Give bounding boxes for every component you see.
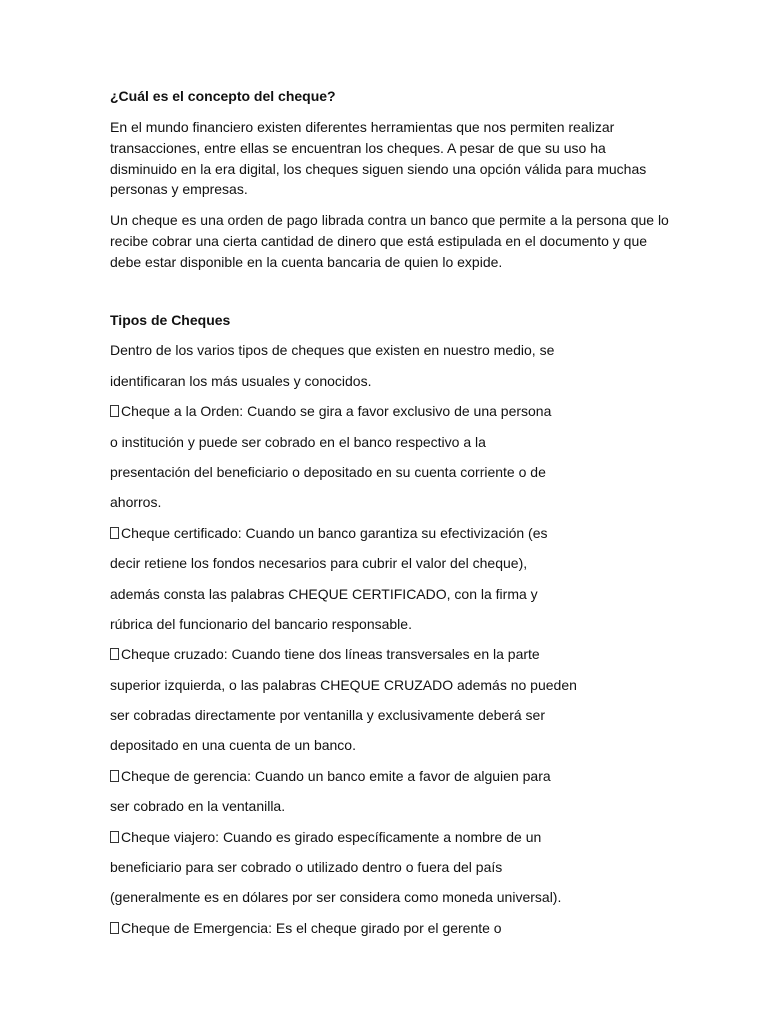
missing-glyph-bullet-icon (110, 648, 119, 660)
bullet-text: Cheque certificado: Cuando un banco garantiza su efectivización (es (121, 524, 548, 541)
bullet-item-cheque-de-gerencia (110, 766, 670, 796)
bullet-text: Cheque de Emergencia: Es el cheque girado por el gerente o (121, 919, 502, 936)
text-line: (generalmente es en dólares por ser considera como moneda universal). (110, 889, 562, 906)
bullet-text: Cheque cruzado: Cuando tiene dos líneas transversales en la parte (121, 646, 540, 663)
text-line: ser cobradas directamente por ventanilla y exclusivamente deberá ser (110, 707, 546, 724)
bullet-item-cheque-de-emergencia (110, 918, 670, 948)
bullet-item-cheque-certificado (110, 523, 670, 553)
bullet-text: Cheque viajero: Cuando es girado específicamente a nombre de un (121, 828, 542, 845)
text-line: decir retiene los fondos necesarios para cubrir el valor del cheque), (110, 555, 528, 572)
bullet-text: Cheque de gerencia: Cuando un banco emite a favor de alguien para (121, 767, 551, 784)
missing-glyph-bullet-icon (110, 770, 119, 782)
section-tipos-de-cheques (110, 310, 670, 948)
section-title-concepto: ¿Cuál es el concepto del cheque? (110, 88, 336, 104)
missing-glyph-bullet-icon (110, 831, 119, 843)
text-line: presentación del beneficiario o depositado en su cuenta corriente o de (110, 463, 546, 480)
missing-glyph-bullet-icon (110, 922, 119, 934)
text-line: o institución y puede ser cobrado en el banco respectivo a la (110, 433, 486, 450)
section-title-tipos: Tipos de Cheques (110, 312, 231, 328)
text-line: Dentro de los varios tipos de cheques que existen en nuestro medio, se (110, 342, 555, 359)
text-line: ser cobrado en la ventanilla. (110, 798, 286, 815)
bullet-item-cheque-cruzado (110, 644, 670, 674)
bullet-item-cheque-a-la-orden (110, 401, 670, 431)
paragraph-intro: En el mundo financiero existen diferentes herramientas que nos permiten realizar transacciones, entre ellas se encuentran los cheques. A pesar de que su uso ha disminuido en la era digital, los cheques siguen siendo una opción válida para muchas personas y empresas. (110, 119, 647, 198)
text-line: depositado en una cuenta de un banco. (110, 737, 356, 754)
text-line: beneficiario para ser cobrado o utilizado dentro o fuera del país (110, 859, 503, 876)
bullet-item-cheque-viajero (110, 827, 670, 857)
bullet-text: Cheque a la Orden: Cuando se gira a favor exclusivo de una persona (121, 403, 552, 420)
missing-glyph-bullet-icon (110, 405, 119, 417)
missing-glyph-bullet-icon (110, 527, 119, 539)
text-line: superior izquierda, o las palabras CHEQUE CRUZADO además no pueden (110, 676, 577, 693)
text-line: rúbrica del funcionario del bancario responsable. (110, 615, 412, 632)
document-body (110, 86, 670, 283)
text-line: identificaran los más usuales y conocidos. (110, 372, 372, 389)
text-line: ahorros. (110, 494, 162, 511)
paragraph-definition: Un cheque es una orden de pago librada contra un banco que permite a la persona que lo recibe cobrar una cierta cantidad de dinero que está estipulada en el documento y que debe estar disponible en la cuenta bancaria de quien lo expide. (110, 212, 669, 270)
text-line: además consta las palabras CHEQUE CERTIFICADO, con la firma y (110, 585, 538, 602)
